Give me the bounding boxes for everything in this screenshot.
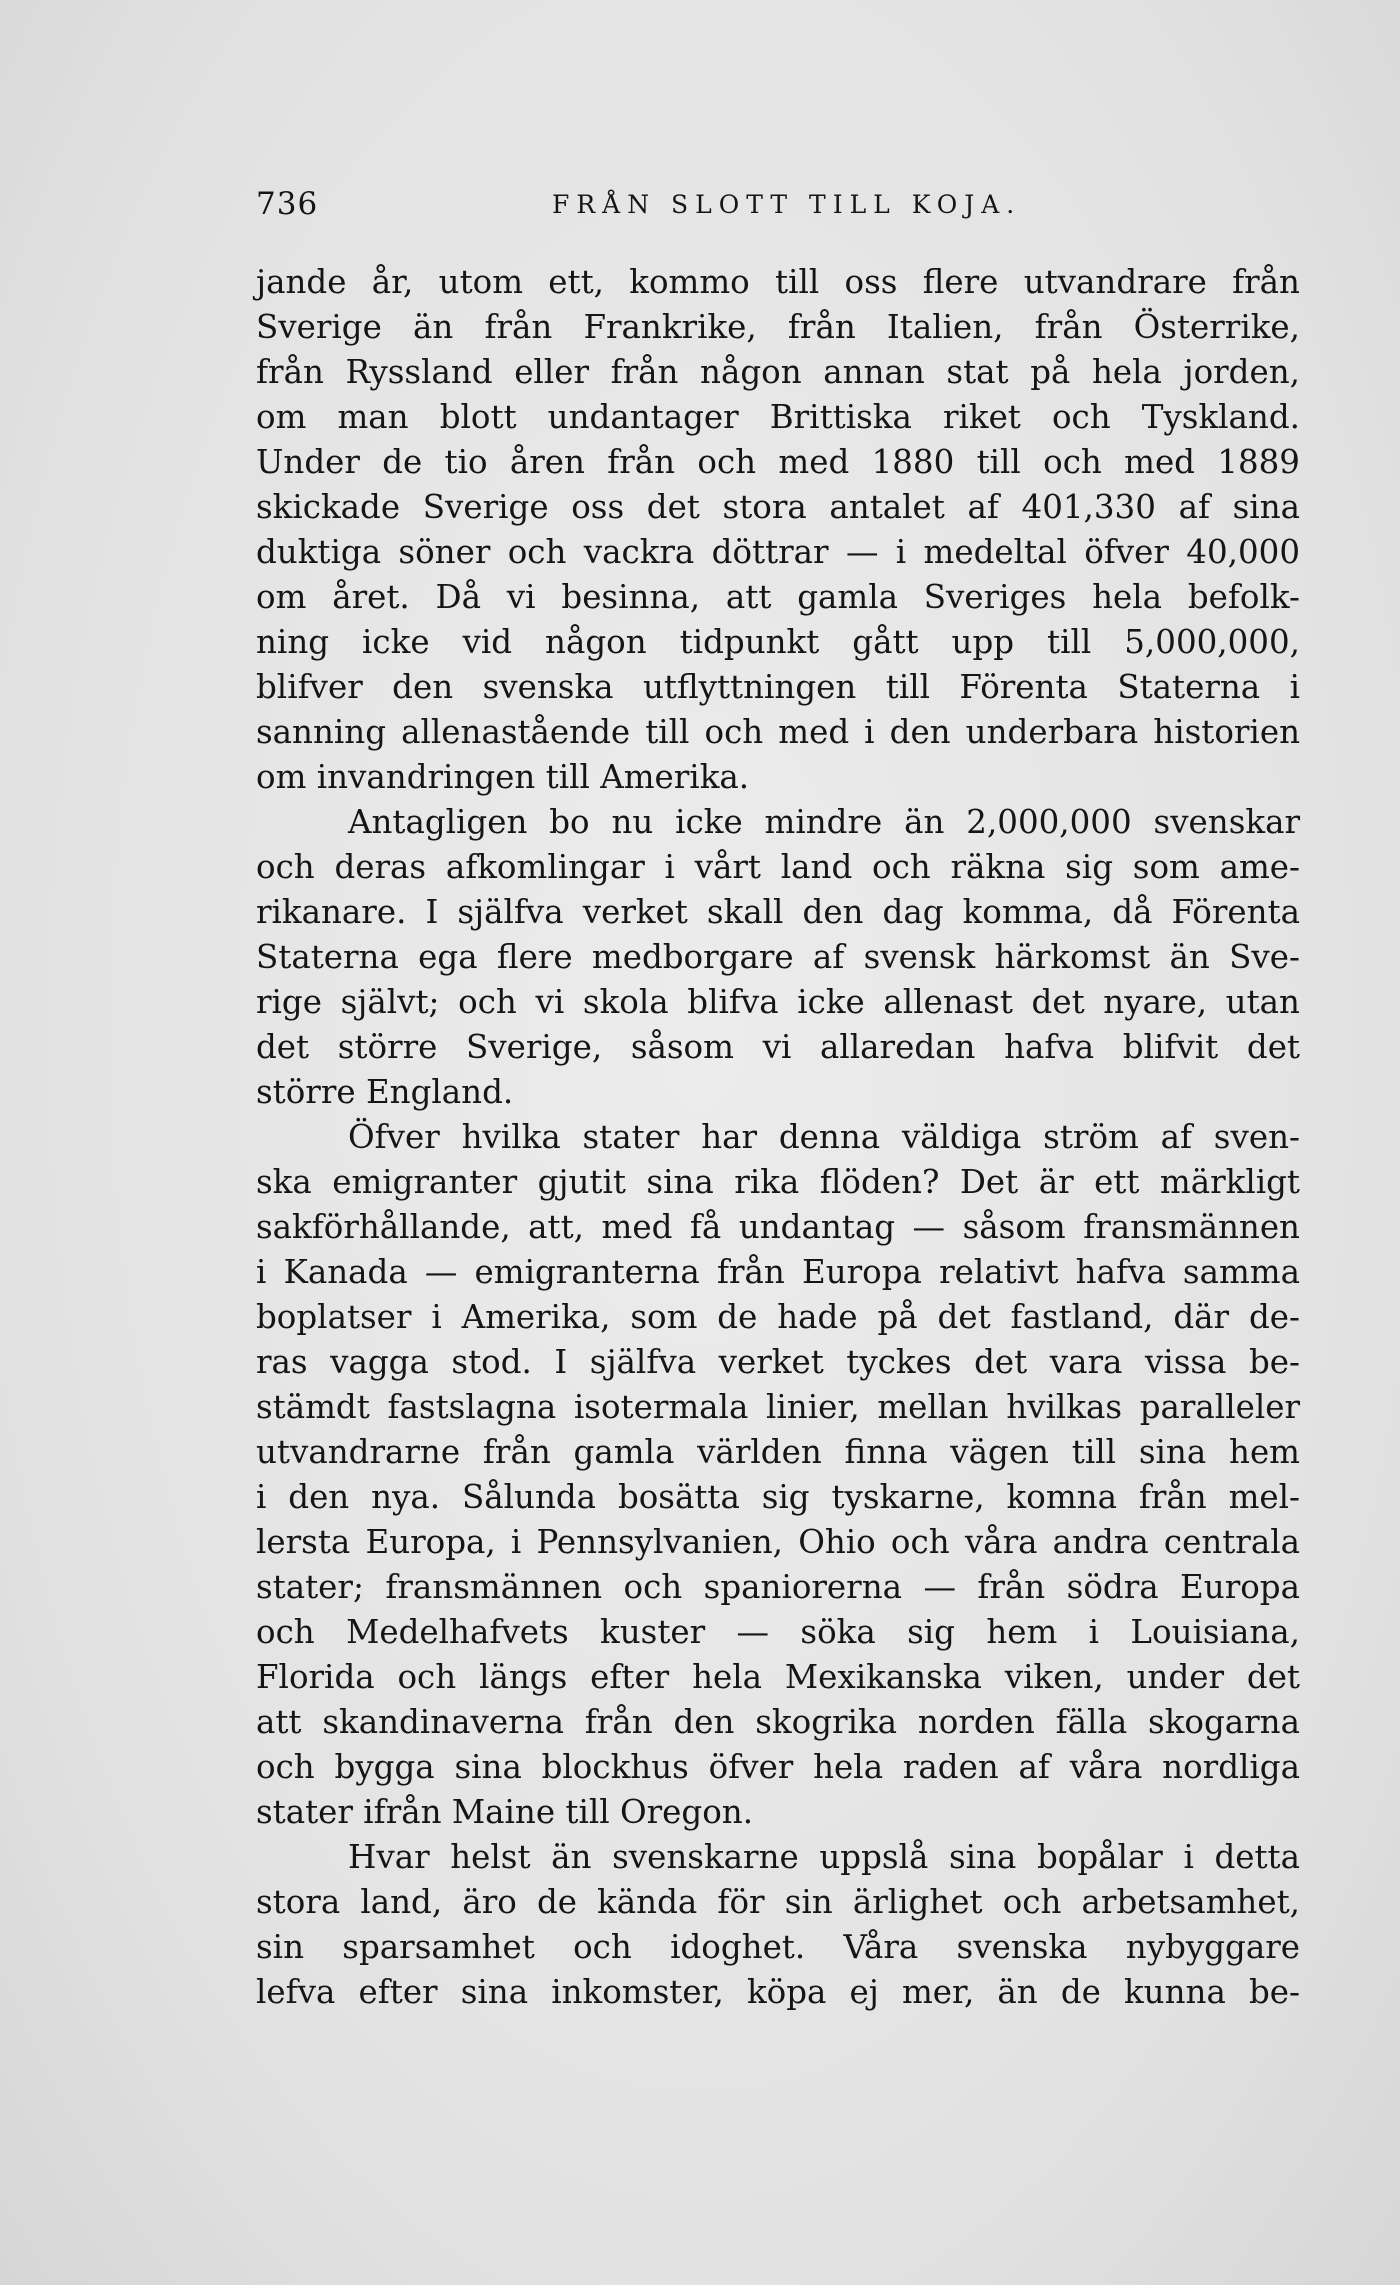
text-line: lersta Europa, i Pennsylvanien, Ohio och våra andra centrala	[256, 1523, 1300, 1561]
text-line: det större Sverige, såsom vi allaredan hafva blifvit det	[256, 1028, 1300, 1066]
text-line: Under de tio åren från och med 1880 till och med 1889	[256, 443, 1300, 481]
text-line: Antagligen bo nu icke mindre än 2,000,000 svenskar	[348, 803, 1300, 841]
text-line: sin sparsamhet och idoghet. Våra svenska nybyggare	[256, 1928, 1300, 1966]
text-line: blifver den svenska utflyttningen till Förenta Staterna i	[256, 668, 1300, 706]
text-line: boplatser i Amerika, som de hade på det fastland, där de-	[256, 1298, 1300, 1336]
text-line: utvandrarne från gamla världen finna vägen till sina hem	[256, 1433, 1300, 1471]
text-line: Sverige än från Frankrike, från Italien, från Österrike,	[256, 308, 1300, 346]
text-line: Staterna ega flere medborgare af svensk härkomst än Sve-	[256, 938, 1300, 976]
text-line: och Medelhafvets kuster — söka sig hem i Louisiana,	[256, 1613, 1300, 1651]
text-line: rige självt; och vi skola blifva icke allenast det nyare, utan	[256, 983, 1300, 1021]
text-line: i den nya. Sålunda bosätta sig tyskarne, komna från mel-	[256, 1478, 1300, 1516]
text-line: i Kanada — emigranterna från Europa relativt hafva samma	[256, 1253, 1300, 1291]
text-line: rikanare. I själfva verket skall den dag komma, då Förenta	[256, 893, 1300, 931]
text-line: från Ryssland eller från någon annan stat på hela jorden,	[256, 353, 1300, 391]
text-line: lefva efter sina inkomster, köpa ej mer, än de kunna be-	[256, 1973, 1300, 2011]
text-line: stater; fransmännen och spaniorerna — från södra Europa	[256, 1568, 1300, 1606]
text-line: om invandringen till Amerika.	[256, 758, 750, 796]
text-line: om året. Då vi besinna, att gamla Sveriges hela befolk-	[256, 578, 1300, 616]
text-line: ras vagga stod. I själfva verket tyckes det vara vissa be-	[256, 1343, 1300, 1381]
text-line: sakförhållande, att, med få undantag — såsom fransmännen	[256, 1208, 1300, 1246]
text-line: stater ifrån Maine till Oregon.	[256, 1793, 754, 1831]
text-line: ska emigranter gjutit sina rika flöden? Det är ett märkligt	[256, 1163, 1300, 1201]
text-line: Hvar helst än svenskarne uppslå sina bopålar i detta	[348, 1838, 1300, 1876]
page-number: 736	[256, 186, 319, 222]
text-line: duktiga söner och vackra döttrar — i medeltal öfver 40,000	[256, 533, 1300, 571]
body-text	[256, 260, 1300, 2015]
text-line: och bygga sina blockhus öfver hela raden af våra nordliga	[256, 1748, 1300, 1786]
text-line: Florida och längs efter hela Mexikanska viken, under det	[256, 1658, 1300, 1696]
text-line: jande år, utom ett, kommo till oss flere utvandrare från	[256, 263, 1300, 301]
text-line: och deras afkomlingar i vårt land och räkna sig som ame-	[256, 848, 1300, 886]
text-line: skickade Sverige oss det stora antalet af 401,330 af sina	[256, 488, 1300, 526]
text-line: större England.	[256, 1073, 514, 1111]
text-line: stämdt fastslagna isotermala linier, mellan hvilkas paralleler	[256, 1388, 1300, 1426]
text-line: ning icke vid någon tidpunkt gått upp till 5,000,000,	[256, 623, 1300, 661]
text-line: att skandinaverna från den skogrika norden fälla skogarna	[256, 1703, 1300, 1741]
text-line: sanning allenastående till och med i den underbara historien	[256, 713, 1300, 751]
text-line: om man blott undantager Brittiska riket och Tyskland.	[256, 398, 1300, 436]
page-header	[256, 186, 1300, 236]
text-line: Öfver hvilka stater har denna väldiga ström af sven-	[348, 1118, 1300, 1156]
running-title: FRÅN SLOTT TILL KOJA.	[552, 190, 1022, 219]
text-line: stora land, äro de kända för sin ärlighet och arbetsamhet,	[256, 1883, 1300, 1921]
